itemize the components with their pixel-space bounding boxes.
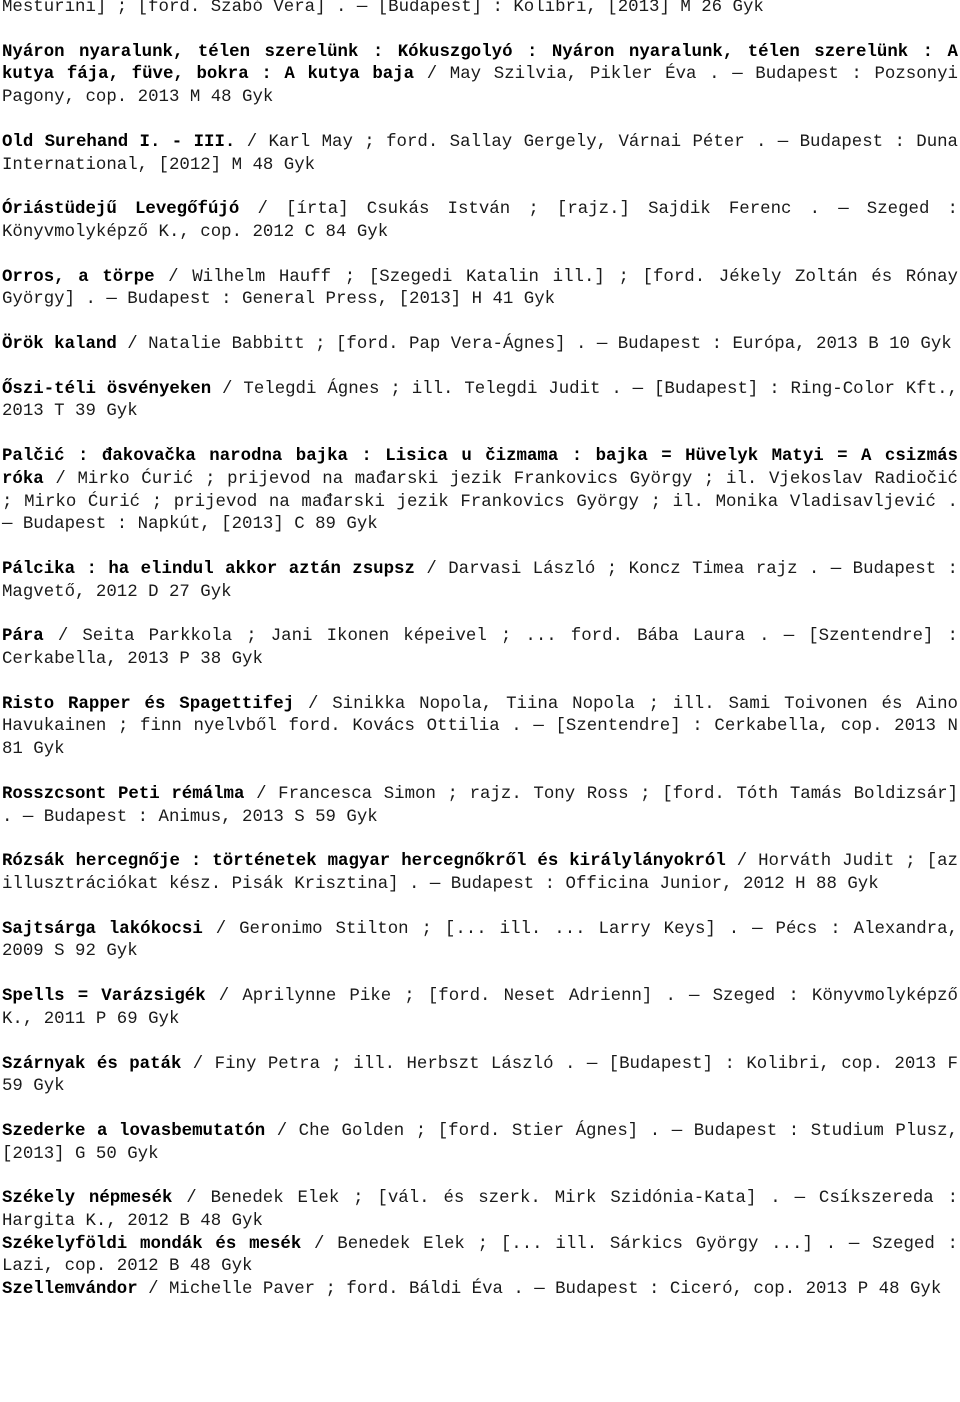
book-details: / Mirko Ćurić ; prijevod na mađarski jezik Frankovics György ; il. Vjekoslav Radiočić ; Mirko Ćurić ; prijevod na mađarski jezik Frankovics György ; il. Monika Vladisavljević . — Budapest : Napkút, [2013] C 89 Gyk [2,469,958,535]
catalog-entry [2,0,958,20]
book-details: / Aprilynne Pike ; [ford. Neset Adrienn] . — Szeged : Könyvmolyképző K., 2011 P 69 Gyk [2,987,958,1029]
catalog-entry [2,267,958,312]
book-title: Pálcika : ha elindul akkor aztán zsupsz [2,559,415,579]
book-details: / Geronimo Stilton ; [... ill. ... Larry Keys] . — Pécs : Alexandra, 2009 S 92 Gyk [2,919,958,962]
catalog-entry [2,379,958,424]
catalog-entry [2,1121,958,1166]
book-details: / Wilhelm Hauff ; [Szegedi Katalin ill.] ; [ford. Jékely Zoltán és Rónay György] . — Budapest : General Press, [2013] H 41 Gyk [2,267,958,310]
book-title: Székely népmesék [2,1189,173,1209]
catalog-page [2,0,958,1302]
book-title: Old Surehand I. - III. [2,132,236,152]
catalog-entry [2,694,958,762]
book-details: / Francesca Simon ; rajz. Tony Ross ; [ford. Tóth Tamás Boldizsár] . — Budapest : Animus, 2013 S 59 Gyk [2,784,959,827]
catalog-entry [2,919,958,964]
book-details: / Benedek Elek ; [... ill. Sárkics György ...] . — Szeged : Lazi, cop. 2012 B 48 Gyk [2,1234,958,1277]
book-details: Mesturini] ; [ford. Szabó Vera] . — [Budapest] : Kolibri, [2013] M 26 Gyk [2,0,764,17]
book-details: / Sinikka Nopola, Tiina Nopola ; ill. Sami Toivonen és Aino Havukainen ; finn nyelvből ford. Kovács Ottilia . — [Szentendre] : Cerkabella, cop. 2013 N 81 Gyk [2,694,958,760]
book-title: Spells = Varázsigék [2,987,206,1007]
catalog-entry [2,1054,958,1099]
book-title: Orros, a törpe [2,267,155,287]
book-details: / Darvasi László ; Koncz Timea rajz . — Budapest : Magvető, 2012 D 27 Gyk [2,559,958,602]
book-title: Szederke a lovasbemutatón [2,1121,266,1141]
book-details: / Michelle Paver ; ford. Báldi Éva . — Budapest : Ciceró, cop. 2013 P 48 Gyk [137,1280,942,1300]
book-details: / Finy Petra ; ill. Herbszt László . — [Budapest] : Kolibri, cop. 2013 F 59 Gyk [2,1054,958,1097]
book-title: Rózsák hercegnője : történetek magyar hercegnőkről és királylányokról [2,852,726,872]
book-details: / Seita Parkkola ; Jani Ikonen képeivel ; ... ford. Bába Laura . — [Szentendre] : Cerkabella, 2013 P 38 Gyk [2,627,958,670]
book-title: Sajtsárga lakókocsi [2,919,203,939]
catalog-entry [2,446,958,537]
book-details: / May Szilvia, Pikler Éva . — Budapest : Pozsonyi Pagony, cop. 2013 M 48 Gyk [2,65,958,108]
catalog-entry [2,1279,958,1302]
book-title: Nyáron nyaralunk, télen szerelünk : Kókuszgolyó : Nyáron nyaralunk, télen szerelünk : A kutya fája, füve, bokra : A kutya baja [2,42,958,85]
book-title: Szellemvándor [2,1280,138,1300]
book-title: Pára [2,627,44,647]
book-title: Óriástüdejű Levegőfújó [2,200,240,220]
book-title: Palčić : đakovačka narodna bajka : Lisica u čizmama : bajka = Hüvelyk Matyi = A csizmás róka [2,447,958,489]
catalog-entry [2,42,958,110]
book-details: / Che Golden ; [ford. Stier Ágnes] . — Budapest : Studium Plusz, [2013] G 50 Gyk [2,1121,958,1164]
catalog-entry [2,132,958,177]
catalog-entry [2,784,958,829]
catalog-entry [2,851,958,896]
catalog-entry [2,986,958,1031]
catalog-entry [2,626,958,671]
book-title: Őszi-téli ösvényeken [2,379,212,399]
catalog-entry [2,199,958,244]
catalog-entry [2,334,958,357]
catalog-entry [2,1234,958,1279]
book-details: / Telegdi Ágnes ; ill. Telegdi Judit . — [Budapest] : Ring-Color Kft., 2013 T 39 Gyk [2,379,958,422]
catalog-entry [2,559,958,604]
book-title: Örök kaland [2,335,117,355]
book-details: / [írta] Csukás István ; [rajz.] Sajdik Ferenc . — Szeged : Könyvmolyképző K., cop. 2012 C 84 Gyk [2,200,958,242]
book-details: / Natalie Babbitt ; [ford. Pap Vera-Ágnes] . — Budapest : Európa, 2013 B 10 Gyk [116,335,952,355]
book-title: Rosszcsont Peti rémálma [2,784,245,804]
book-title: Szárnyak és paták [2,1054,182,1074]
book-title: Székelyföldi mondák és mesék [2,1234,302,1254]
book-details: / Karl May ; ford. Sallay Gergely, Várnai Péter . — Budapest : Duna International, [2012] M 48 Gyk [2,132,958,175]
catalog-entry [2,1188,958,1233]
book-details: / Horváth Judit ; [az illusztrációkat kész. Pisák Krisztina] . — Budapest : Officina Junior, 2012 H 88 Gyk [2,852,958,894]
book-details: / Benedek Elek ; [vál. és szerk. Mirk Szidónia-Kata] . — Csíkszereda : Hargita K., 2012 B 48 Gyk [2,1189,958,1232]
book-title: Risto Rapper és Spagettifej [2,694,295,714]
